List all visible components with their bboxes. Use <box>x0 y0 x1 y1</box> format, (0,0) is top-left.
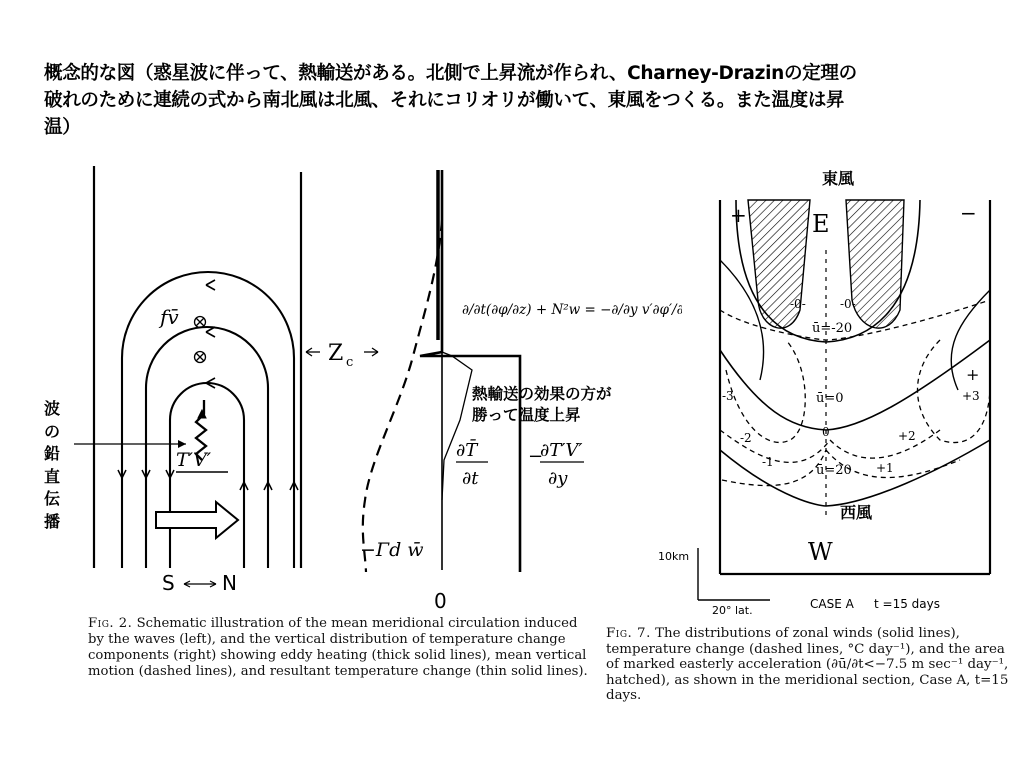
slide-title <box>44 60 994 141</box>
fig7-label-plus-mid: + <box>966 365 980 384</box>
label-fv: fv̄ <box>160 305 179 329</box>
label-dTVdy-num: ∂T′V′ <box>540 440 583 461</box>
vp-char-5: 伝 <box>43 489 60 508</box>
into-page-symbol-2 <box>195 352 206 363</box>
fig7-label-time: t =15 days <box>874 597 940 611</box>
label-n: N <box>222 571 237 595</box>
easterly-label: 東風 <box>822 169 855 188</box>
fig7-label-n3: -3 <box>722 389 734 403</box>
contour-u-0 <box>720 340 990 430</box>
fig2-eddy-heating-thick <box>420 170 520 572</box>
fig7-label-scale-lat: 20° lat. <box>712 604 753 617</box>
title-line-1: 概念的な図（惑星波に伴って、熱輸送がある。北側で上昇流が作られ、Charney-Drazinの定理の <box>44 63 857 84</box>
wave-vertical-propagation-label <box>40 398 64 533</box>
circulation-loop-inner <box>170 383 244 568</box>
fig7-caption <box>606 626 1012 704</box>
vp-char-3: 鉛 <box>43 444 60 463</box>
fig7-label-p1: +1 <box>876 461 894 475</box>
heat-transport-annotation <box>472 384 662 426</box>
label-dTVdy-den: ∂y <box>548 468 568 489</box>
vp-char-2: の <box>43 421 60 441</box>
fig7-label-p2: +2 <box>898 429 916 443</box>
contour-u-20 <box>720 440 990 506</box>
fig7-label-E: E <box>812 210 830 238</box>
fig7-label-u-minus20: ū=-20 <box>812 321 853 336</box>
label-gamma-w: −Γd w̄ <box>360 539 424 561</box>
temp-contour-neg2 <box>720 430 830 462</box>
title-line-3: 温） <box>44 117 81 138</box>
fig7-label-u-0: ū=0 <box>816 391 844 406</box>
fig7-label-n2: -2 <box>740 431 752 445</box>
fig7-label-W: W <box>808 538 833 566</box>
fig7-label-n1: -1 <box>762 455 774 469</box>
pointer-line <box>74 436 194 452</box>
fig7-label-plus-left: + <box>730 203 747 227</box>
fig7-label-case: CASE A <box>810 597 854 611</box>
vp-char-4: 直 <box>43 466 60 486</box>
into-page-symbol-1 <box>195 317 206 328</box>
temp-contour-pos2 <box>830 430 940 458</box>
heat-transport-line-1: 熱輸送の効果の方が <box>472 385 612 403</box>
label-dTdt-den: ∂t <box>462 468 479 489</box>
label-zc-sub: c <box>346 355 354 370</box>
fig7-label-minus-right: − <box>960 201 977 225</box>
label-minus: − <box>528 446 544 467</box>
fig7-caption-text: The distributions of zonal winds (solid lines), temperature change (dashed lines, °C day⁻¹), and the area of marked easterly acceleration (∂ū/∂t<−7.5 m sec⁻¹ day⁻¹, hatched), as shown in the meridional section, Case A, t=15 days. <box>606 626 1009 703</box>
fig7-label-zero-c: 0 <box>822 425 830 439</box>
vp-char-1: 波 <box>43 399 60 418</box>
fig7-label-u-20: ū=20 <box>816 463 852 478</box>
heat-transport-line-2: 勝って温度上昇 <box>472 406 581 424</box>
fig7-label-zero-a: -0- <box>790 297 806 311</box>
fig7-label-scale-km: 10km <box>658 550 690 563</box>
fig2-caption-lead: Fig. 2. <box>88 616 133 631</box>
label-s: S <box>162 571 175 595</box>
fig2-vertical-motion-dashed <box>363 220 442 572</box>
label-zero: 0 <box>434 589 447 613</box>
fig7-caption-lead: Fig. 7. <box>606 626 651 641</box>
vp-char-6: 播 <box>43 511 60 531</box>
fig7-label-zero-b: -0- <box>840 297 856 311</box>
fig7-section <box>640 190 1020 620</box>
equation-text: ∂/∂t(∂φ/∂z) + N²w = −∂/∂y v′∂φ′/∂z <box>462 302 682 318</box>
label-tv: T′V′ <box>176 449 212 471</box>
fig7-label-p3: +3 <box>962 389 980 403</box>
temp-contour-neg3 <box>726 340 805 442</box>
label-zc: Z <box>328 341 344 366</box>
fig2-caption-text: Schematic illustration of the mean meridional circulation induced by the waves (left), and the vertical distribution of temperature change components (right) showing eddy heating (thick solid lines), mean vertical motion (dashed lines), and resultant temperature change (thin solid lines). <box>88 616 588 679</box>
heat-transport-arrow <box>156 502 238 538</box>
fig2-caption <box>88 616 592 680</box>
title-line-2: 破れのために連続の式から南北風は北風、それにコリオリが働いて、東風をつくる。また温度は昇 <box>44 90 845 111</box>
label-dTdt-num: ∂T̄ <box>456 440 478 461</box>
westerly-label: 西風 <box>840 503 873 522</box>
temp-contour-neg1 <box>722 450 826 486</box>
